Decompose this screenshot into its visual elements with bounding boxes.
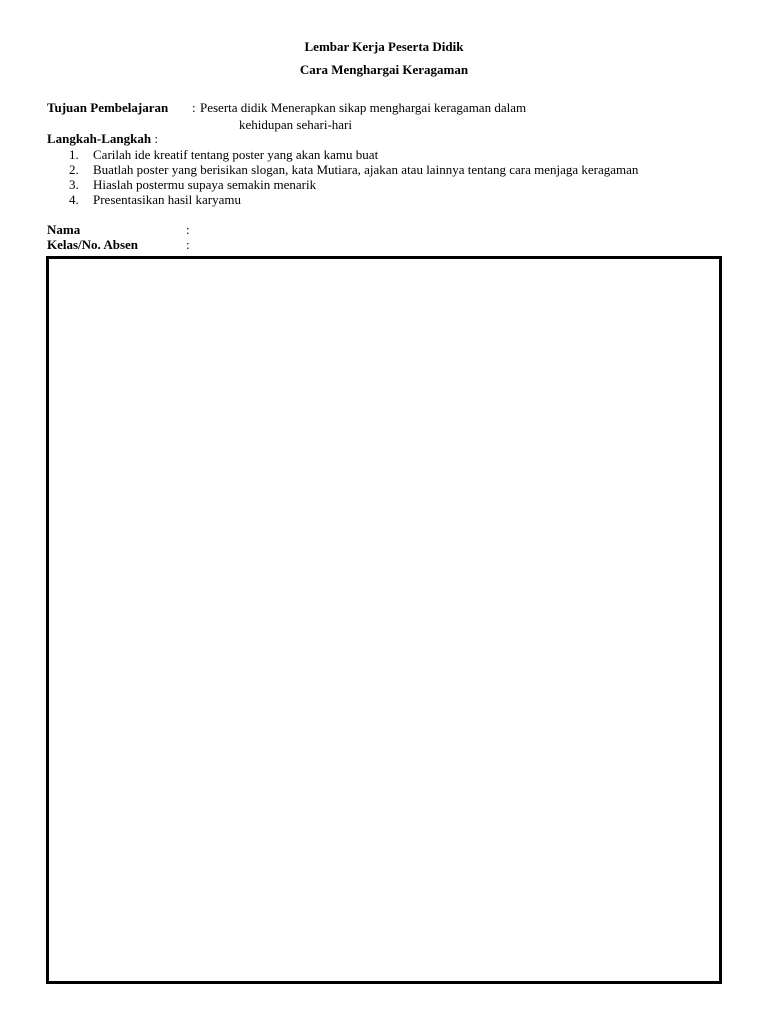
objective-label: Tujuan Pembelajaran (47, 100, 169, 115)
objective-text-line-2: kehidupan sehari-hari (239, 117, 352, 132)
worksheet-subtitle: Cara Menghargai Keragaman (299, 62, 469, 77)
steps-heading-colon: : (151, 131, 158, 146)
objective-text-line-1: Peserta didik Menerapkan sikap menghargai keragaman dalam (200, 100, 527, 115)
step-number: 1. (69, 147, 79, 162)
step-text: Carilah ide kreatif tentang poster yang akan kamu buat (93, 147, 379, 162)
step-text: Presentasikan hasil karyamu (93, 192, 242, 207)
worksheet-title: Lembar Kerja Peserta Didik (304, 39, 464, 54)
name-colon: : (186, 222, 190, 237)
step-text: Hiaslah postermu supaya semakin menarik (93, 177, 317, 192)
name-label: Nama (47, 222, 81, 237)
step-number: 2. (69, 162, 79, 177)
steps-heading-label: Langkah-Langkah (47, 131, 152, 146)
step-number: 3. (69, 177, 79, 192)
poster-drawing-area[interactable] (46, 256, 722, 984)
step-number: 4. (69, 192, 79, 207)
step-text: Buatlah poster yang berisikan slogan, kata Mutiara, ajakan atau lainnya tentang cara menjaga keragaman (93, 162, 639, 177)
class-number-colon: : (186, 237, 190, 252)
class-number-label: Kelas/No. Absen (47, 237, 139, 252)
steps-heading (47, 131, 158, 146)
objective-colon: : (192, 100, 196, 115)
